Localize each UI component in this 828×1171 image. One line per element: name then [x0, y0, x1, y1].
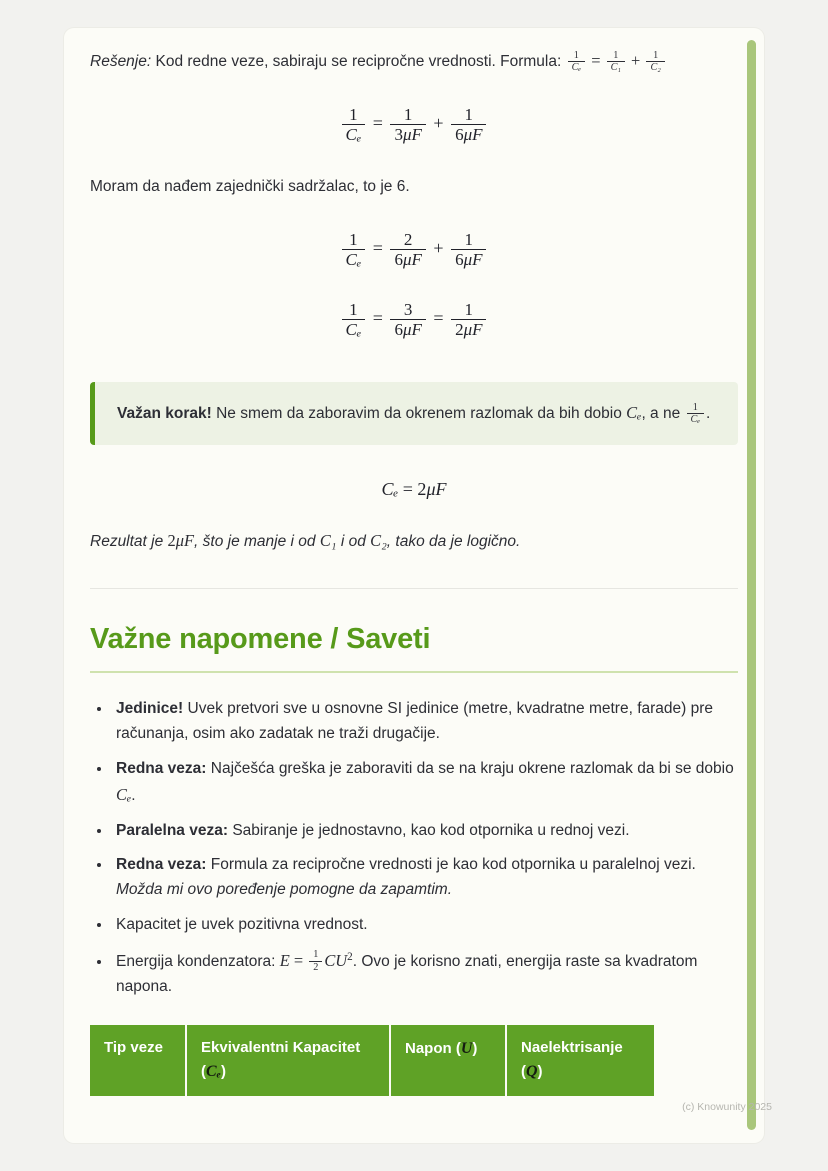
watermark: (c) Knowunity 2025 [682, 1101, 772, 1113]
fraction: $\frac{1}{\text{Cₑ}}$ [342, 300, 366, 340]
common-denominator-paragraph: Moram da nađem zajednički sadržalac, to je 6. [90, 177, 410, 195]
table-header-naelektrisanje: Naelektrisanje (Q) [506, 1025, 654, 1095]
section-divider [90, 588, 738, 589]
fraction: $\frac{1}{2}$ [309, 949, 322, 974]
fraction: $\frac{1}{\text{Cₑ}}$ [342, 105, 366, 145]
fraction: $\frac{3}{6\mu F}$ [390, 300, 425, 340]
fraction: $\frac{1}{\text{C₁}}$ [607, 50, 625, 75]
fraction: $\frac{1}{\text{Cₑ}}$ [568, 50, 586, 75]
scrollbar-thumb[interactable] [747, 40, 756, 1130]
equation-result: Cₑ = 2μF [381, 478, 447, 499]
tips-list [90, 697, 738, 999]
list-item-paralelna-veza: • Paralelna veza: Sabiranje je jednostavno, kao kod otpornika u rednoj vezi. [112, 819, 738, 844]
document-page [64, 28, 764, 1143]
table-header-row [90, 1025, 654, 1095]
important-step-callout: Važan korak! Ne smem da zaboravim da okrenem razlomak da bih dobio Cₑ, a ne $\frac{1}{\text{Cₑ}}$ . [90, 382, 738, 445]
list-item-jedinice: • Jedinice! Uvek pretvori sve u osnovne SI jedinice (metre, kvadratne metre, farade) pre računanja, osim ako zadatak ne traži drugačije. [112, 697, 738, 747]
solution-paragraph: Rešenje: Kod redne veze, sabiraju se recipročne vrednosti. Formula: $\frac{1}{\text{Cₑ}}$ = $\frac{1}{\text{C₁}}$ + $\frac{1}{\text{C₂}}$ [90, 48, 738, 75]
equation-block-3: $\frac{1}{\text{Cₑ}}$ = $\frac{3}{6\mu F}$ = $\frac{1}{2\mu F}$ [90, 300, 738, 340]
fraction: $\frac{1}{\text{C₂}}$ [646, 50, 664, 75]
fraction: $\frac{1}{6\mu F}$ [451, 230, 486, 270]
summary-table [90, 1025, 654, 1095]
table-header-tip-veze: Tip veze [90, 1025, 186, 1095]
fraction: $\frac{1}{\text{Cₑ}}$ [687, 402, 705, 427]
section-heading: Važne napomene / Saveti [90, 623, 431, 656]
list-item-kapacitet: • Kapacitet je uvek pozitivna vrednost. [112, 913, 738, 938]
table-header-napon: Napon (U) [390, 1025, 506, 1095]
equation-block-1: $\frac{1}{\text{Cₑ}}$ = $\frac{1}{3\mu F}$ + $\frac{1}{6\mu F}$ [90, 105, 738, 145]
fraction: $\frac{2}{6\mu F}$ [390, 230, 425, 270]
list-item-redna-veza-greska: • Redna veza: Najčešća greška je zaboraviti da se na kraju okrene razlomak da bi se dobio Cₑ. [112, 757, 738, 809]
table-header-ekvivalentni-kapacitet: Ekvivalentni Kapacitet (Cₑ) [186, 1025, 390, 1095]
list-item-energija: • Energija kondenzatora: E = $\frac{1}{2}$ $CU^2$. Ovo je korisno znati, energija raste sa kvadratom napona. [112, 948, 738, 1000]
result-paragraph: Rezultat je 2μF, što je manje i od C₁ i od C₂, tako da je logično. [90, 530, 521, 550]
fraction: $\frac{1}{\text{Cₑ}}$ [342, 230, 366, 270]
fraction: $\frac{1}{3\mu F}$ [390, 105, 425, 145]
list-item-redna-veza-formula: • Redna veza: Formula za recipročne vrednosti je kao kod otpornika u paralelnoj vezi. Možda mi ovo poređenje pomogne da zapamtim. [112, 853, 738, 903]
heading-underline [90, 671, 738, 673]
equation-block-2: $\frac{1}{\text{Cₑ}}$ = $\frac{2}{6\mu F}$ + $\frac{1}{6\mu F}$ [90, 230, 738, 270]
fraction: $\frac{1}{2\mu F}$ [451, 300, 486, 340]
fraction: $\frac{1}{6\mu F}$ [451, 105, 486, 145]
